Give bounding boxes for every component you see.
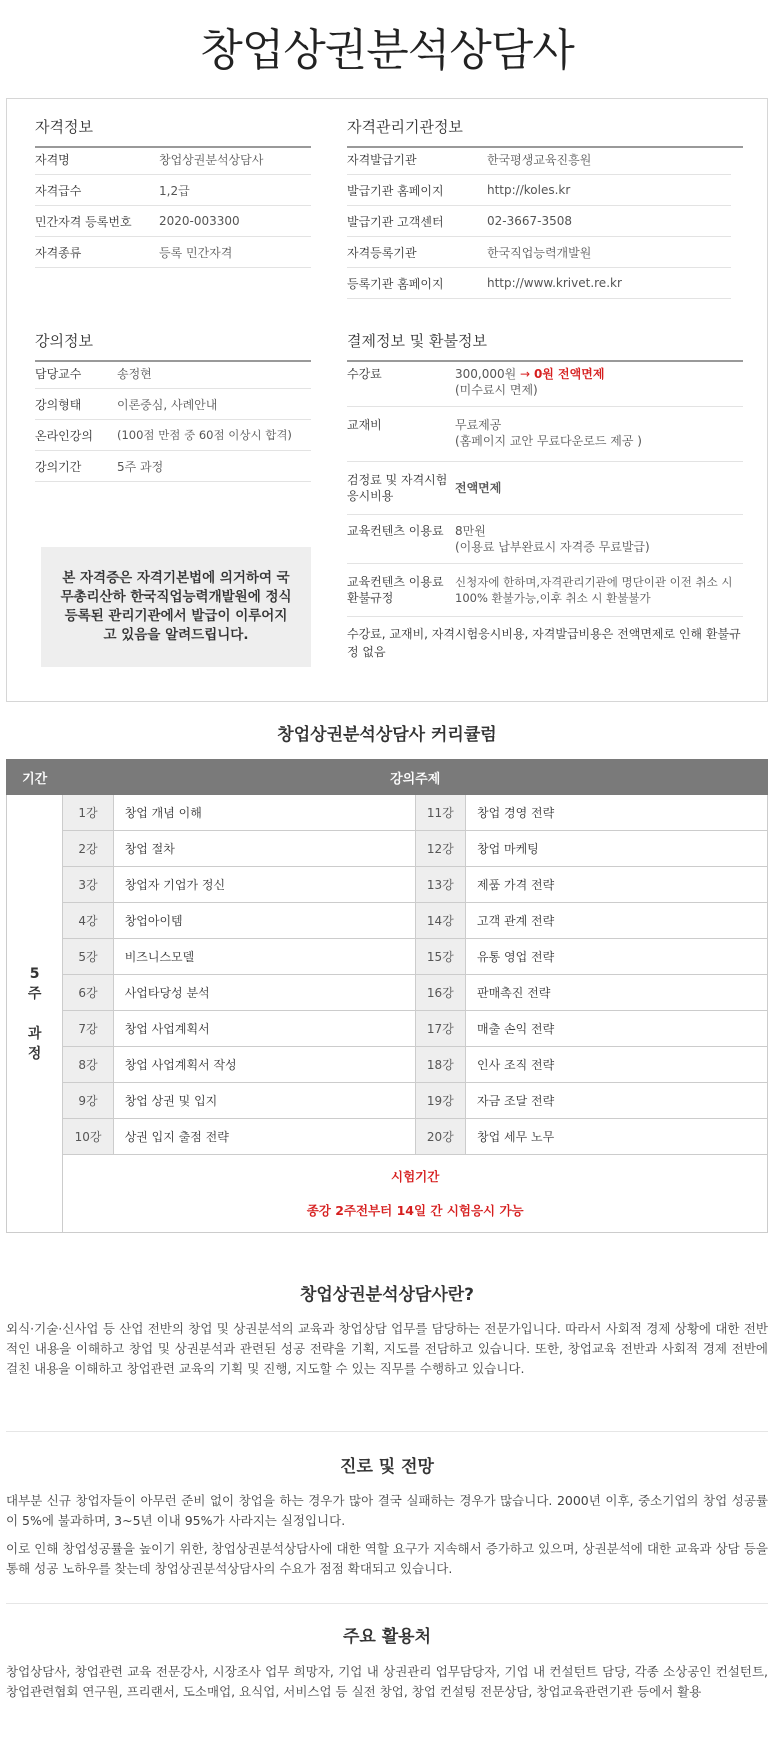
lecture-row: [35, 389, 311, 420]
lesson-subject: 고객 관계 전략: [465, 903, 767, 939]
lesson-subject: 창업 사업계획서: [113, 1011, 415, 1047]
arrow-icon: →: [520, 367, 531, 381]
row-key: 자격종류: [35, 245, 82, 260]
table-row: [7, 1119, 768, 1155]
exam-fee-row: [347, 462, 743, 515]
row-key: 발급기관 고객센터: [347, 214, 444, 229]
row-key: 검정료 및 자격시험 응시비용: [347, 473, 448, 503]
lesson-subject: 창업 절차: [113, 831, 415, 867]
row-value: 한국평생교육진흥원: [487, 152, 592, 167]
table-row: [7, 1011, 768, 1047]
lesson-subject: 창업 경영 전략: [465, 795, 767, 831]
lecture-row: [35, 358, 311, 389]
career-heading: 진로 및 전망: [340, 1457, 434, 1477]
divider: [6, 1603, 768, 1604]
lesson-subject: 제품 가격 전략: [465, 867, 767, 903]
lesson-subject: 창업 마케팅: [465, 831, 767, 867]
fee-price: 300,000원: [455, 367, 517, 381]
book-value: 무료제공: [455, 418, 502, 432]
lesson-number: 18강: [415, 1047, 465, 1083]
row-key: 자격급수: [35, 183, 82, 198]
lesson-number: 6강: [63, 975, 113, 1011]
row-key: 수강료: [347, 367, 382, 381]
fee-note: (미수료시 면제): [455, 383, 538, 397]
table-row: [7, 1047, 768, 1083]
lecture-row: [35, 420, 311, 451]
lesson-number: 2강: [63, 831, 113, 867]
qualification-row: [35, 175, 311, 206]
content-value: 8만원: [455, 524, 486, 538]
table-row: [7, 975, 768, 1011]
row-key: 교재비: [347, 418, 382, 432]
lesson-subject: 사업타당성 분석: [113, 975, 415, 1011]
lesson-number: 19강: [415, 1083, 465, 1119]
agency-row: [347, 237, 731, 268]
qualification-row: [35, 144, 311, 175]
lesson-number: 14강: [415, 903, 465, 939]
notice-box: 본 자격증은 자격기본법에 의거하여 국무총리산하 한국직업능력개발원에 정식 등록된 관리기관에서 발급이 이루어지고 있음을 알려드립니다.: [41, 547, 311, 667]
lesson-subject: 창업 사업계획서 작성: [113, 1047, 415, 1083]
lesson-number: 13강: [415, 867, 465, 903]
exam-desc: 종강 2주전부터 14일 간 시험응시 가능: [306, 1202, 524, 1218]
info-box: [6, 98, 768, 702]
usage-text: 창업상담사, 창업관련 교육 전문강사, 시장조사 업무 희망자, 기업 내 상권관리 업무담당자, 기업 내 컨설턴트 담당, 각종 소상공인 컨설턴트, 창업관련협회 연구원, 프리랜서, 도소매업, 요식업, 서비스업 등 실전 창업, 창업 컨설팅 전문상담, 창업교육관련기관 등에서 활용: [6, 1664, 768, 1699]
lesson-number: 15강: [415, 939, 465, 975]
row-value: 등록 민간자격: [159, 245, 233, 260]
row-value: 창업상권분석상담사: [159, 152, 264, 167]
lesson-subject: 매출 손익 전략: [465, 1011, 767, 1047]
qualification-heading: 자격정보: [35, 116, 311, 148]
table-row: [7, 939, 768, 975]
content-fee-row: [347, 515, 743, 564]
lesson-number: 4강: [63, 903, 113, 939]
lesson-number: 9강: [63, 1083, 113, 1119]
row-value: 신청자에 한하며,자격관리기관에 명단이관 이전 취소 시 100% 환불가능,이후 취소 시 환불불가: [455, 575, 733, 605]
payment-list: [347, 358, 743, 669]
homepage-link[interactable]: http://koles.kr: [487, 183, 571, 197]
curriculum-body: [7, 795, 768, 1233]
row-key: 발급기관 홈페이지: [347, 183, 444, 198]
subject-header: 강의주제: [63, 760, 768, 795]
lesson-subject: 유통 영업 전략: [465, 939, 767, 975]
lesson-subject: 비즈니스모델: [113, 939, 415, 975]
lesson-subject: 상권 입지 출점 전략: [113, 1119, 415, 1155]
row-value: 송정현: [117, 366, 152, 381]
exam-cell: [63, 1155, 768, 1233]
lecture-row: [35, 451, 311, 482]
row-value: 02-3667-3508: [487, 214, 573, 228]
fee-row: [347, 358, 743, 407]
refund-note: 수강료, 교재비, 자격시험응시비용, 자격발급비용은 전액면제로 인해 환불규정 없음: [347, 627, 741, 659]
lesson-number: 3강: [63, 867, 113, 903]
row-key: 교육컨텐츠 이용료 환불규정: [347, 575, 444, 605]
table-row: [7, 867, 768, 903]
lesson-number: 17강: [415, 1011, 465, 1047]
lesson-subject: 창업 상권 및 입지: [113, 1083, 415, 1119]
row-key: 자격발급기관: [347, 152, 417, 167]
lesson-number: 20강: [415, 1119, 465, 1155]
row-value: 한국직업능력개발원: [487, 245, 592, 260]
period-header: 기간: [7, 760, 63, 795]
agency-row: [347, 175, 731, 206]
row-key: 온라인강의: [35, 428, 93, 443]
payment-heading: 결제정보 및 환불정보: [347, 330, 743, 362]
refund-row: [347, 564, 743, 617]
row-key: 교육컨텐츠 이용료: [347, 524, 444, 538]
fee-free: 0원 전액면제: [533, 367, 605, 381]
about-text: 외식·기술·신사업 등 산업 전반의 창업 및 상권분석의 교육과 창업상담 업무를 담당하는 전문가입니다. 따라서 사회적 경제 상황에 대한 전반적인 내용을 이해하고 창업 및 상권분석과 관련된 성공 전략을 기획, 지도를 전담하고 있습니다. 또한, 창업교육 전반과 사회적 경제 전반에 걸친 내용을 이해하고 창업관련 교육의 기획 및 진행, 지도할 수 있는 직무를 수행하고 있습니다.: [6, 1321, 768, 1376]
page-title: 창업상권분석상담사: [200, 25, 574, 76]
lesson-number: 10강: [63, 1119, 113, 1155]
row-value: 5주 과정: [117, 459, 164, 474]
about-heading: 창업상권분석상담사란?: [299, 1285, 475, 1305]
exam-title: 시험기간: [391, 1168, 440, 1184]
divider: [6, 1431, 768, 1432]
row-key: 담당교수: [35, 366, 82, 381]
usage-heading: 주요 활용처: [342, 1627, 432, 1647]
table-row: [7, 903, 768, 939]
table-row: [7, 795, 768, 831]
row-value: 이론중심, 사례안내: [117, 397, 218, 412]
lesson-subject: 자금 조달 전략: [465, 1083, 767, 1119]
book-row: [347, 407, 743, 462]
content-note: (이용료 납부완료시 자격증 무료발급): [455, 540, 650, 554]
row-key: 강의기간: [35, 459, 82, 474]
row-key: 자격등록기관: [347, 245, 417, 260]
row-key: 자격명: [35, 152, 70, 167]
row-key: 강의형태: [35, 397, 82, 412]
row-key: 민간자격 등록번호: [35, 214, 132, 229]
lesson-number: 8강: [63, 1047, 113, 1083]
curriculum-table: [6, 759, 768, 1233]
agency-row: [347, 206, 731, 237]
lesson-subject: 판매촉진 전략: [465, 975, 767, 1011]
lesson-number: 5강: [63, 939, 113, 975]
row-value: 2020-003300: [159, 214, 240, 228]
row-value: [455, 366, 743, 398]
table-row: [7, 1083, 768, 1119]
lesson-subject: 창업아이템: [113, 903, 415, 939]
agency-row: [347, 268, 731, 299]
lesson-number: 16강: [415, 975, 465, 1011]
row-value: [455, 417, 743, 449]
lesson-subject: 창업 세무 노무: [465, 1119, 767, 1155]
lesson-number: 1강: [63, 795, 113, 831]
lecture-list: [35, 358, 311, 482]
book-note: (홈페이지 교안 무료다운로드 제공 ): [455, 434, 642, 448]
table-header-row: [7, 760, 768, 795]
lesson-number: 11강: [415, 795, 465, 831]
row-key: 등록기관 홈페이지: [347, 276, 444, 291]
lesson-subject: 인사 조직 전략: [465, 1047, 767, 1083]
lesson-subject: 창업자 기업가 정신: [113, 867, 415, 903]
row-value: [455, 523, 743, 555]
row-value: 전액면제: [455, 481, 502, 495]
lesson-subject: 창업 개념 이해: [113, 795, 415, 831]
career-text-2: 이로 인해 창업성공률을 높이기 위한, 창업상권분석상담사에 대한 역할 요구가 지속해서 증가하고 있으며, 상권분석에 대한 교육과 상담 등을 통해 성공 노하우를 찾는데 창업상권분석상담사의 수요가 점점 확대되고 있습니다.: [6, 1541, 768, 1576]
agency-row: [347, 144, 731, 175]
qualification-list: [35, 144, 311, 268]
period-cell: 5 주 과 정: [7, 795, 63, 1233]
agency-heading: 자격관리기관정보: [347, 116, 743, 148]
lesson-number: 7강: [63, 1011, 113, 1047]
qualification-row: [35, 237, 311, 268]
qualification-row: [35, 206, 311, 237]
lesson-number: 12강: [415, 831, 465, 867]
curriculum-heading: 창업상권분석상담사 커리큘럼: [277, 725, 497, 745]
career-text-1: 대부분 신규 창업자들이 아무런 준비 없이 창업을 하는 경우가 많아 결국 실패하는 경우가 많습니다. 2000년 이후, 중소기업의 창업 성공률이 5%에 불과하며, 3~5년 이내 95%가 사라지는 실정입니다.: [6, 1493, 768, 1528]
agency-list: [347, 144, 731, 299]
exam-row: [7, 1155, 768, 1233]
row-value: (100점 만점 중 60점 이상시 합격): [117, 428, 292, 442]
lecture-heading: 강의정보: [35, 330, 311, 362]
row-value: 1,2급: [159, 183, 190, 198]
table-row: [7, 831, 768, 867]
homepage-link[interactable]: http://www.krivet.re.kr: [487, 276, 622, 290]
